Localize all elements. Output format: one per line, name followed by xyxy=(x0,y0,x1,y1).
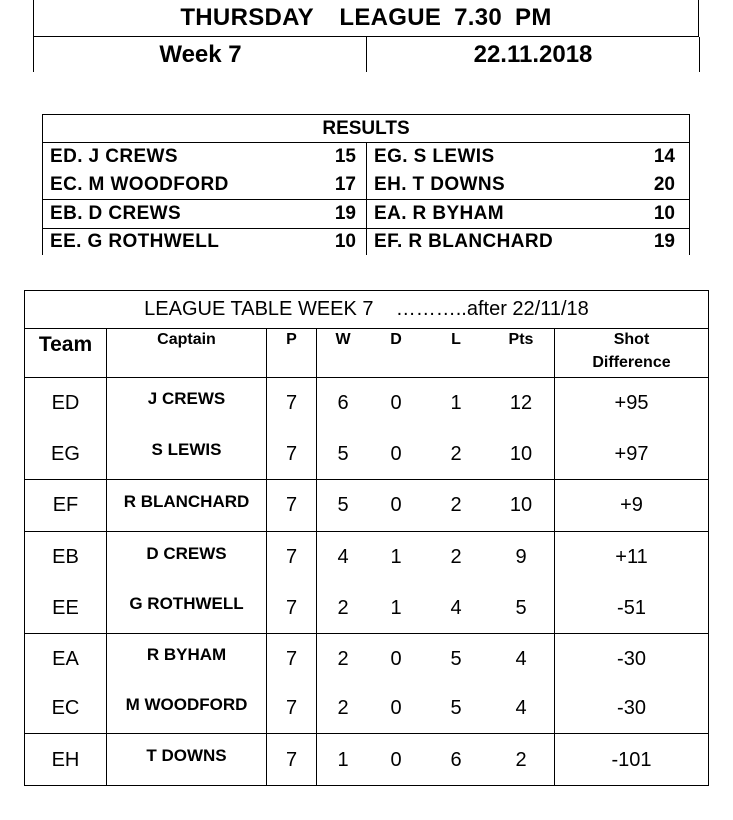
captain-cell: J CREWS xyxy=(147,389,226,408)
lost-cell: 6 xyxy=(450,748,462,771)
header-team: Team xyxy=(38,333,93,356)
captain-cell: R BLANCHARD xyxy=(123,491,250,511)
lost-cell: 1 xyxy=(450,391,462,414)
lost-cell: 2 xyxy=(450,546,462,568)
drawn-cell: 1 xyxy=(390,546,402,568)
won-cell: 4 xyxy=(337,546,349,568)
home-team-name: EE. G ROTHWELL xyxy=(50,231,220,252)
header-drawn: D xyxy=(390,331,402,348)
lost-cell: 5 xyxy=(450,647,462,670)
week-date-row xyxy=(33,37,699,72)
captain-cell: T DOWNS xyxy=(146,746,227,765)
home-score: 17 xyxy=(334,174,356,195)
result-home xyxy=(43,143,367,171)
home-team-name: EC. M WOODFORD xyxy=(50,174,229,195)
header-won: W xyxy=(335,331,351,348)
shot-diff-cell: +95 xyxy=(614,391,649,414)
points-cell: 5 xyxy=(515,596,527,619)
away-team-name: EH. T DOWNS xyxy=(374,174,506,195)
home-score: 15 xyxy=(334,146,356,167)
header-points: Pts xyxy=(508,331,534,348)
result-row xyxy=(42,142,690,171)
drawn-cell: 0 xyxy=(390,647,402,670)
results-table xyxy=(42,114,690,255)
shot-diff-cell: -51 xyxy=(617,596,646,619)
captain-cell: G ROTHWELL xyxy=(129,594,244,613)
result-home xyxy=(43,229,367,255)
points-cell: 4 xyxy=(515,647,527,670)
won-cell: 5 xyxy=(337,494,349,516)
away-team-name: EF. R BLANCHARD xyxy=(374,231,554,252)
result-row xyxy=(42,228,690,255)
result-away xyxy=(367,200,689,228)
result-row xyxy=(42,199,690,228)
points-cell: 4 xyxy=(515,697,527,719)
date-label: 22.11.2018 xyxy=(366,37,700,72)
fixture-header xyxy=(33,0,699,72)
result-away xyxy=(367,229,689,255)
team-cell: ED xyxy=(51,391,80,414)
points-cell: 10 xyxy=(509,442,533,465)
shot-diff-cell: +11 xyxy=(615,546,648,568)
captain-cell: R BYHAM xyxy=(146,645,227,664)
captain-cell: M WOODFORD xyxy=(125,694,248,714)
won-cell: 5 xyxy=(337,442,349,465)
shot-diff-cell: +97 xyxy=(614,442,649,465)
shot-diff-cell: -101 xyxy=(611,748,652,771)
header-captain: Captain xyxy=(157,331,216,348)
drawn-cell: 0 xyxy=(390,748,402,771)
played-cell: 7 xyxy=(285,494,298,516)
result-home xyxy=(43,171,367,199)
shot-diff-cell: -30 xyxy=(617,697,646,719)
league-table xyxy=(24,290,709,786)
away-score: 14 xyxy=(653,146,675,167)
team-cell: EH xyxy=(51,748,80,771)
home-score: 19 xyxy=(334,203,356,224)
team-cell: EA xyxy=(52,647,79,670)
played-cell: 7 xyxy=(285,697,298,719)
points-cell: 10 xyxy=(509,494,533,516)
won-cell: 2 xyxy=(337,596,349,619)
shot-diff-cell: +9 xyxy=(620,494,643,516)
result-row xyxy=(42,171,690,199)
team-cell: EF xyxy=(52,494,79,516)
drawn-cell: 0 xyxy=(390,391,402,414)
away-score: 10 xyxy=(653,203,675,224)
points-cell: 12 xyxy=(509,391,533,414)
played-cell: 7 xyxy=(285,748,298,771)
league-table-title: LEAGUE TABLE WEEK 7 ………..after 22/11/18 xyxy=(25,291,708,329)
won-cell: 2 xyxy=(337,647,349,670)
team-cell: EC xyxy=(51,697,80,719)
away-team-name: EG. S LEWIS xyxy=(374,146,495,167)
home-team-name: EB. D CREWS xyxy=(50,203,182,224)
header-lost: L xyxy=(451,331,461,348)
away-score: 19 xyxy=(653,231,675,252)
header-shot-line2: Difference xyxy=(592,354,671,371)
won-cell: 1 xyxy=(337,748,349,771)
captain-cell: S LEWIS xyxy=(151,440,222,459)
played-cell: 7 xyxy=(285,391,298,414)
team-cell: EE xyxy=(52,596,79,619)
away-score: 20 xyxy=(653,174,675,195)
lost-cell: 2 xyxy=(450,442,462,465)
lost-cell: 5 xyxy=(450,697,462,719)
points-cell: 9 xyxy=(515,546,527,568)
team-cell: EG xyxy=(51,442,80,465)
lost-cell: 2 xyxy=(450,494,462,516)
played-cell: 7 xyxy=(285,596,298,619)
shot-diff-cell: -30 xyxy=(617,647,646,670)
away-team-name: EA. R BYHAM xyxy=(374,203,505,224)
won-cell: 2 xyxy=(337,697,349,719)
drawn-cell: 0 xyxy=(390,697,402,719)
lost-cell: 4 xyxy=(450,596,462,619)
drawn-cell: 1 xyxy=(390,596,402,619)
header-shot-line1: Shot xyxy=(613,331,650,348)
drawn-cell: 0 xyxy=(390,494,402,516)
points-cell: 2 xyxy=(515,748,527,771)
header-played: P xyxy=(286,331,297,348)
captain-cell: D CREWS xyxy=(146,543,227,563)
week-label: Week 7 xyxy=(33,37,367,72)
won-cell: 6 xyxy=(337,391,349,414)
played-cell: 7 xyxy=(285,546,298,568)
home-team-name: ED. J CREWS xyxy=(50,146,178,167)
played-cell: 7 xyxy=(285,647,298,670)
league-title: THURSDAY LEAGUE 7.30 PM xyxy=(33,0,699,37)
team-cell: EB xyxy=(52,546,79,568)
played-cell: 7 xyxy=(285,442,298,465)
result-away xyxy=(367,171,689,199)
result-away xyxy=(367,143,689,171)
home-score: 10 xyxy=(334,231,356,252)
drawn-cell: 0 xyxy=(390,442,402,465)
result-home xyxy=(43,200,367,228)
results-title: RESULTS xyxy=(42,114,690,142)
